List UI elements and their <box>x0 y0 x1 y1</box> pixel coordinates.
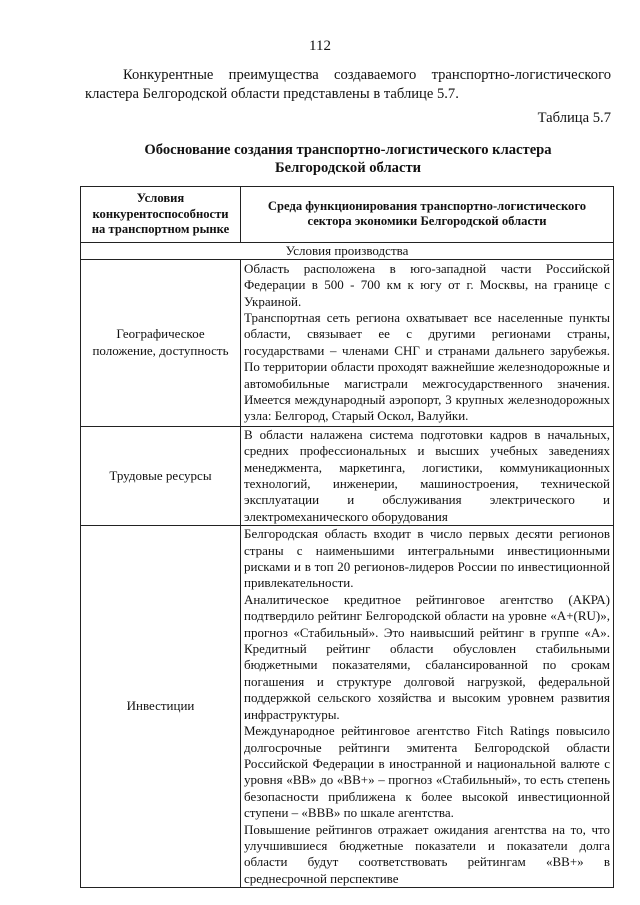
description-paragraph: Международное рейтинговое агентство Fitch Ratings повысило долгосрочные рейтинги эмитента Белгородской области Российской Федерации в иностранной и национальной валюте с уровня «BB» до «BB+» – прогноз «Стабильный», то есть степень безопасности приближена к более высокой инвестиционной ступени – «BBB» по шкале агентства. <box>244 723 610 821</box>
row-description-labor <box>241 426 614 525</box>
table-header-row <box>81 187 614 243</box>
table-title-line-1: Обоснование создания транспортно-логистического кластера <box>144 142 552 158</box>
table-row <box>81 526 614 888</box>
description-paragraph: Транспортная сеть региона охватывает все населенные пункты области, связывает ее с другими регионами страны, государствами – членами СНГ и странами дальнего зарубежья. По территории области проходят важнейшие железнодорожные и автомобильные магистрали межгосударственного значения. Имеется международный аэропорт, 3 крупных железнодорожных узла: Белгород, Старый Оскол, Валуйки. <box>244 309 610 424</box>
table-row <box>81 259 614 426</box>
section-label: Условия производства <box>81 242 614 259</box>
column-header-environment: Среда функционирования транспортно-логистического сектора экономики Белгородской области <box>241 187 614 243</box>
description-paragraph: Область расположена в юго-западной части Российской Федерации в 500 - 700 км к югу от г. Москвы, на границе с Украиной. <box>244 260 610 309</box>
row-label-geography: Географическое положение, доступность <box>81 259 241 426</box>
row-label-investments: Инвестиции <box>81 526 241 888</box>
description-paragraph: Повышение рейтингов отражает ожидания агентства на то, что улучшившиеся бюджетные показатели и показатели долга области будут соответствовать рейтингам «BB+» в среднесрочной перспективе <box>244 821 610 886</box>
column-header-conditions: Условия конкурентоспособности на транспортном рынке <box>81 187 241 243</box>
row-description-geography <box>241 259 614 426</box>
description-paragraph: В области налажена система подготовки кадров в начальных, средних профессиональных и высших учебных заведениях менеджмента, маркетинга, логистики, коммуникационных технологий, инженерии, машиностроения, технической эксплуатации и обслуживания электрического и электромеханического оборудования <box>244 426 610 524</box>
table-title-line-2: Белгородской области <box>274 159 422 176</box>
table-row <box>81 426 614 525</box>
description-paragraph: Белгородская область входит в число первых десяти регионов страны с наименьшими интегральными инвестиционными рисками и в топ 20 регионов-лидеров России по инвестиционной привлекательности. <box>244 526 610 591</box>
page-number: 112 <box>309 38 331 54</box>
intro-paragraph: Конкурентные преимущества создаваемого транспортно-логистического кластера Белгородской области представлены в таблице 5.7. <box>85 67 611 102</box>
row-label-labor: Трудовые ресурсы <box>81 426 241 525</box>
competitive-advantages-table <box>80 186 614 888</box>
description-paragraph: Аналитическое кредитное рейтинговое агентство (АКРА) подтвердило рейтинг Белгородской области на уровне «A+(RU)», прогноз «Стабильный». Это наивысший рейтинг в группе «А». Кредитный рейтинг области обусловлен стабильными бюджетными показателями, сбалансированной по срокам погашения и структуре долговой нагрузкой, федеральной поддержкой сельского хозяйства и высоким уровнем развития инфраструктуры. <box>244 591 610 722</box>
table-section-row <box>81 242 614 259</box>
row-description-investments <box>241 526 614 888</box>
table-title <box>85 142 611 177</box>
table-caption: Таблица 5.7 <box>537 110 611 126</box>
